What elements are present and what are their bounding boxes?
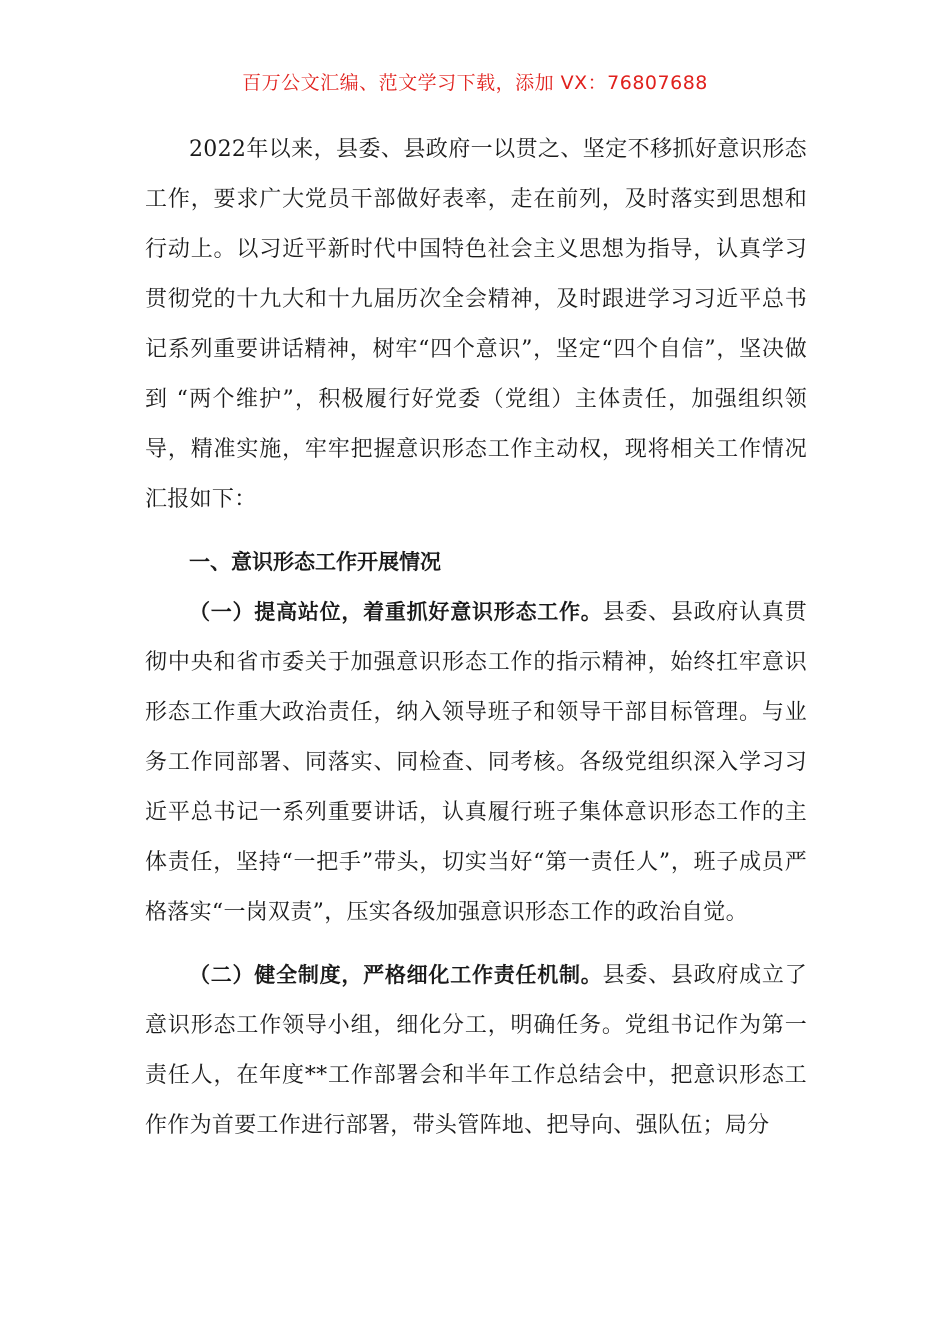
paragraph-gap	[145, 938, 807, 950]
paragraph-text: 县委、县政府认真贯彻中央和省市委关于加强意识形态工作的指示精神，始终扛牢意识形态工作重大政治责任，纳入领导班子和领导干部目标管理。与业务工作同部署、同落实、同检查、同考核。各级党组织深入学习习近平总书记一系列重要讲话，认真履行班子集体意识形态工作的主体责任，坚持“一把手”带头，切实当好“第一责任人”，班子成员严格落实“一岗双责”，压实各级加强意识形态工作的政治自觉。	[145, 600, 807, 925]
document-body	[145, 125, 807, 1151]
paragraph-lead: （一）提高站位，着重抓好意识形态工作。	[189, 600, 603, 624]
section-heading: 一、意识形态工作开展情况	[189, 550, 441, 574]
intro-paragraph: 2022年以来，县委、县政府一以贯之、坚定不移抓好意识形态工作，要求广大党员干部做好表率，走在前列，及时落实到思想和行动上。以习近平新时代中国特色社会主义思想为指导，认真学习贯彻党的十九大和十九届历次全会精神，及时跟进学习习近平总书记系列重要讲话精神，树牢“四个意识”，坚定“四个自信”，坚决做到 “两个维护”，积极履行好党委（党组）主体责任，加强组织领导，精准实施，牢牢把握意识形态工作主动权，现将相关工作情况汇报如下：	[145, 137, 807, 512]
section-paragraph-1	[145, 587, 807, 938]
header-banner: 百万公文汇编、范文学习下载，添加 VX：76807688	[242, 72, 708, 94]
paragraph-lead: （二）健全制度，严格细化工作责任机制。	[189, 963, 603, 987]
paragraph-text: 县委、县政府成立了意识形态工作领导小组，细化分工，明确任务。党组书记作为第一责任人，在年度**工作部署会和半年工作总结会中，把意识形态工作作为首要工作进行部署，带头管阵地、把导向、强队伍；局分	[145, 963, 807, 1138]
section-paragraph-2	[145, 950, 807, 1151]
